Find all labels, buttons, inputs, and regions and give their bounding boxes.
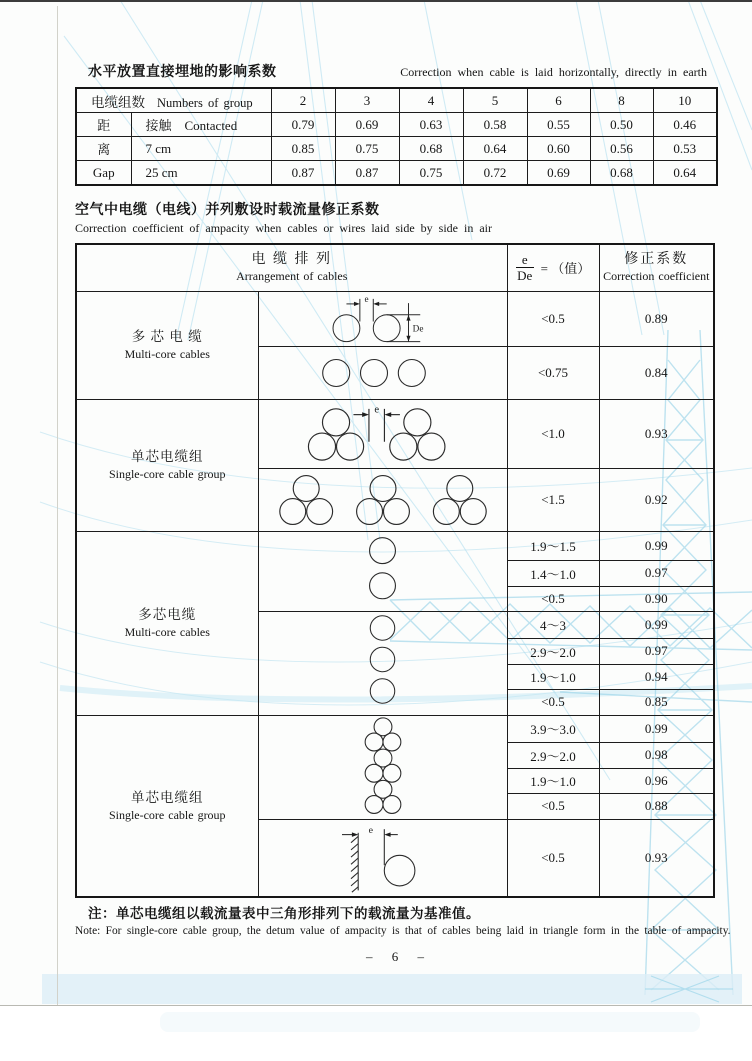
- group-label-multicore-2: 多芯电缆 Multi-core cables: [76, 531, 258, 715]
- ratio-cell: 3.9～3.0: [507, 715, 599, 742]
- t1-col-10: 10: [653, 88, 717, 113]
- table-row: [76, 291, 714, 346]
- ratio-cell: <0.75: [507, 346, 599, 399]
- t1-row-label-7cm: 7 cm: [131, 137, 271, 161]
- scan-smudge: [160, 1012, 700, 1032]
- value-cell: 0.75: [335, 137, 399, 161]
- table-row: [76, 244, 714, 291]
- coeff-cell: 0.93: [599, 819, 714, 897]
- coeff-cell: 0.99: [599, 531, 714, 560]
- ratio-cell: 1.9～1.0: [507, 768, 599, 793]
- coeff-cell: 0.90: [599, 586, 714, 611]
- ratio-cell: <1.0: [507, 399, 599, 468]
- t1-row-label-25cm: 25 cm: [131, 161, 271, 186]
- table-row: [76, 137, 717, 161]
- ratio-cell: 1.9～1.0: [507, 664, 599, 689]
- diagram-two-cables-spaced: [258, 291, 507, 346]
- ratio-cell: <0.5: [507, 819, 599, 897]
- t1-header-groups-cell: 电缆组数 Numbers of group: [76, 88, 271, 113]
- diagram-cable-near-wall: [258, 819, 507, 897]
- scan-top-edge: [0, 0, 752, 2]
- value-cell: 0.55: [527, 113, 590, 137]
- ratio-cell: <0.5: [507, 291, 599, 346]
- group-label-multicore-1: 多 芯 电 缆 Multi-core cables: [76, 291, 258, 399]
- table-row: [76, 161, 717, 186]
- svg-text:De: De: [412, 323, 424, 334]
- section1-title-zh: 水平放置直接埋地的影响系数: [88, 65, 277, 80]
- t1-col-8: 8: [590, 88, 653, 113]
- t2-header-ratio: $\frac{e}{De}$ = （值）: [507, 244, 599, 291]
- diagram-three-trefoils-stacked: [258, 715, 507, 819]
- section2-title-en: Correction coefficient of ampacity when cables or wires laid side by side in air: [75, 221, 492, 235]
- ratio-cell: <0.5: [507, 793, 599, 819]
- t1-col-6: 6: [527, 88, 590, 113]
- coeff-cell: 0.98: [599, 742, 714, 768]
- value-cell: 0.85: [271, 137, 335, 161]
- ratio-cell: 2.9～2.0: [507, 638, 599, 664]
- coeff-cell: 0.85: [599, 689, 714, 715]
- table-row: [76, 715, 714, 742]
- coeff-cell: 0.97: [599, 560, 714, 586]
- ratio-cell: 1.9～1.5: [507, 531, 599, 560]
- section2-title-zh: 空气中电缆（电线）并列敷设时载流量修正系数: [75, 203, 380, 218]
- value-cell: 0.69: [335, 113, 399, 137]
- value-cell: 0.63: [399, 113, 463, 137]
- value-cell: 0.69: [527, 161, 590, 186]
- t2-header-arrangement: 电 缆 排 列 Arrangement of cables: [76, 244, 507, 291]
- table-row: [76, 113, 717, 137]
- section1-title-en: Correction when cable is laid horizontally, directly in earth: [400, 65, 707, 79]
- table-row: [76, 88, 717, 113]
- t1-col-3: 3: [335, 88, 399, 113]
- diagram-two-cables-stacked: [258, 531, 507, 611]
- value-cell: 0.64: [653, 161, 717, 186]
- coeff-cell: 0.94: [599, 664, 714, 689]
- coeff-cell: 0.99: [599, 715, 714, 742]
- diagram-three-trefoils-row: [258, 468, 507, 531]
- value-cell: 0.56: [590, 137, 653, 161]
- t1-col-2: 2: [271, 88, 335, 113]
- value-cell: 0.87: [335, 161, 399, 186]
- ratio-cell: <1.5: [507, 468, 599, 531]
- table-row: [76, 531, 714, 560]
- page-left-edge: [57, 6, 58, 1005]
- section1-title-bar: [75, 61, 707, 81]
- value-cell: 0.72: [463, 161, 527, 186]
- value-cell: 0.75: [399, 161, 463, 186]
- coeff-cell: 0.99: [599, 611, 714, 638]
- page-number: – 6 –: [366, 949, 424, 964]
- diagram-two-trefoils-spaced: [258, 399, 507, 468]
- value-cell: 0.46: [653, 113, 717, 137]
- svg-text:e: e: [374, 404, 380, 416]
- coeff-cell: 0.96: [599, 768, 714, 793]
- value-cell: 0.53: [653, 137, 717, 161]
- value-cell: 0.68: [399, 137, 463, 161]
- value-cell: 0.58: [463, 113, 527, 137]
- coeff-cell: 0.97: [599, 638, 714, 664]
- t2-header-coefficient: 修正系数 Correction coefficient: [599, 244, 714, 291]
- ratio-cell: 2.9～2.0: [507, 742, 599, 768]
- t1-side-label: 离: [76, 137, 131, 161]
- group-label-singlecore-2: 单芯电缆组 Single-core cable group: [76, 715, 258, 897]
- value-cell: 0.87: [271, 161, 335, 186]
- coeff-cell: 0.88: [599, 793, 714, 819]
- coeff-cell: 0.92: [599, 468, 714, 531]
- ratio-cell: <0.5: [507, 689, 599, 715]
- group-label-singlecore-1: 单芯电缆组 Single-core cable group: [76, 399, 258, 531]
- ratio-cell: 4～3: [507, 611, 599, 638]
- diagram-three-cables-row: [258, 346, 507, 399]
- ratio-cell: <0.5: [507, 586, 599, 611]
- t1-side-label: Gap: [76, 161, 131, 186]
- diagram-three-cables-stacked: [258, 611, 507, 715]
- earth-laying-correction-table: [75, 87, 718, 186]
- t1-row-label-contacted: 接触 Contacted: [131, 113, 271, 137]
- t1-col-4: 4: [399, 88, 463, 113]
- t1-side-label: 距: [76, 113, 131, 137]
- coeff-cell: 0.93: [599, 399, 714, 468]
- value-cell: 0.50: [590, 113, 653, 137]
- note-en: Note: For single-core cable group, the detum value of ampacity is that of cables being laid in triangle form in the table of ampacity.: [75, 925, 731, 937]
- coeff-cell: 0.89: [599, 291, 714, 346]
- coeff-cell: 0.84: [599, 346, 714, 399]
- ratio-cell: 1.4～1.0: [507, 560, 599, 586]
- value-cell: 0.79: [271, 113, 335, 137]
- svg-text:e: e: [368, 824, 373, 836]
- table-row: [76, 399, 714, 468]
- value-cell: 0.64: [463, 137, 527, 161]
- value-cell: 0.60: [527, 137, 590, 161]
- svg-text:e: e: [364, 293, 369, 304]
- air-laying-correction-table: [75, 243, 715, 898]
- t1-col-5: 5: [463, 88, 527, 113]
- note-zh: 注：单芯电缆组以载流量表中三角形排列下的载流量为基准值。: [88, 906, 480, 921]
- value-cell: 0.68: [590, 161, 653, 186]
